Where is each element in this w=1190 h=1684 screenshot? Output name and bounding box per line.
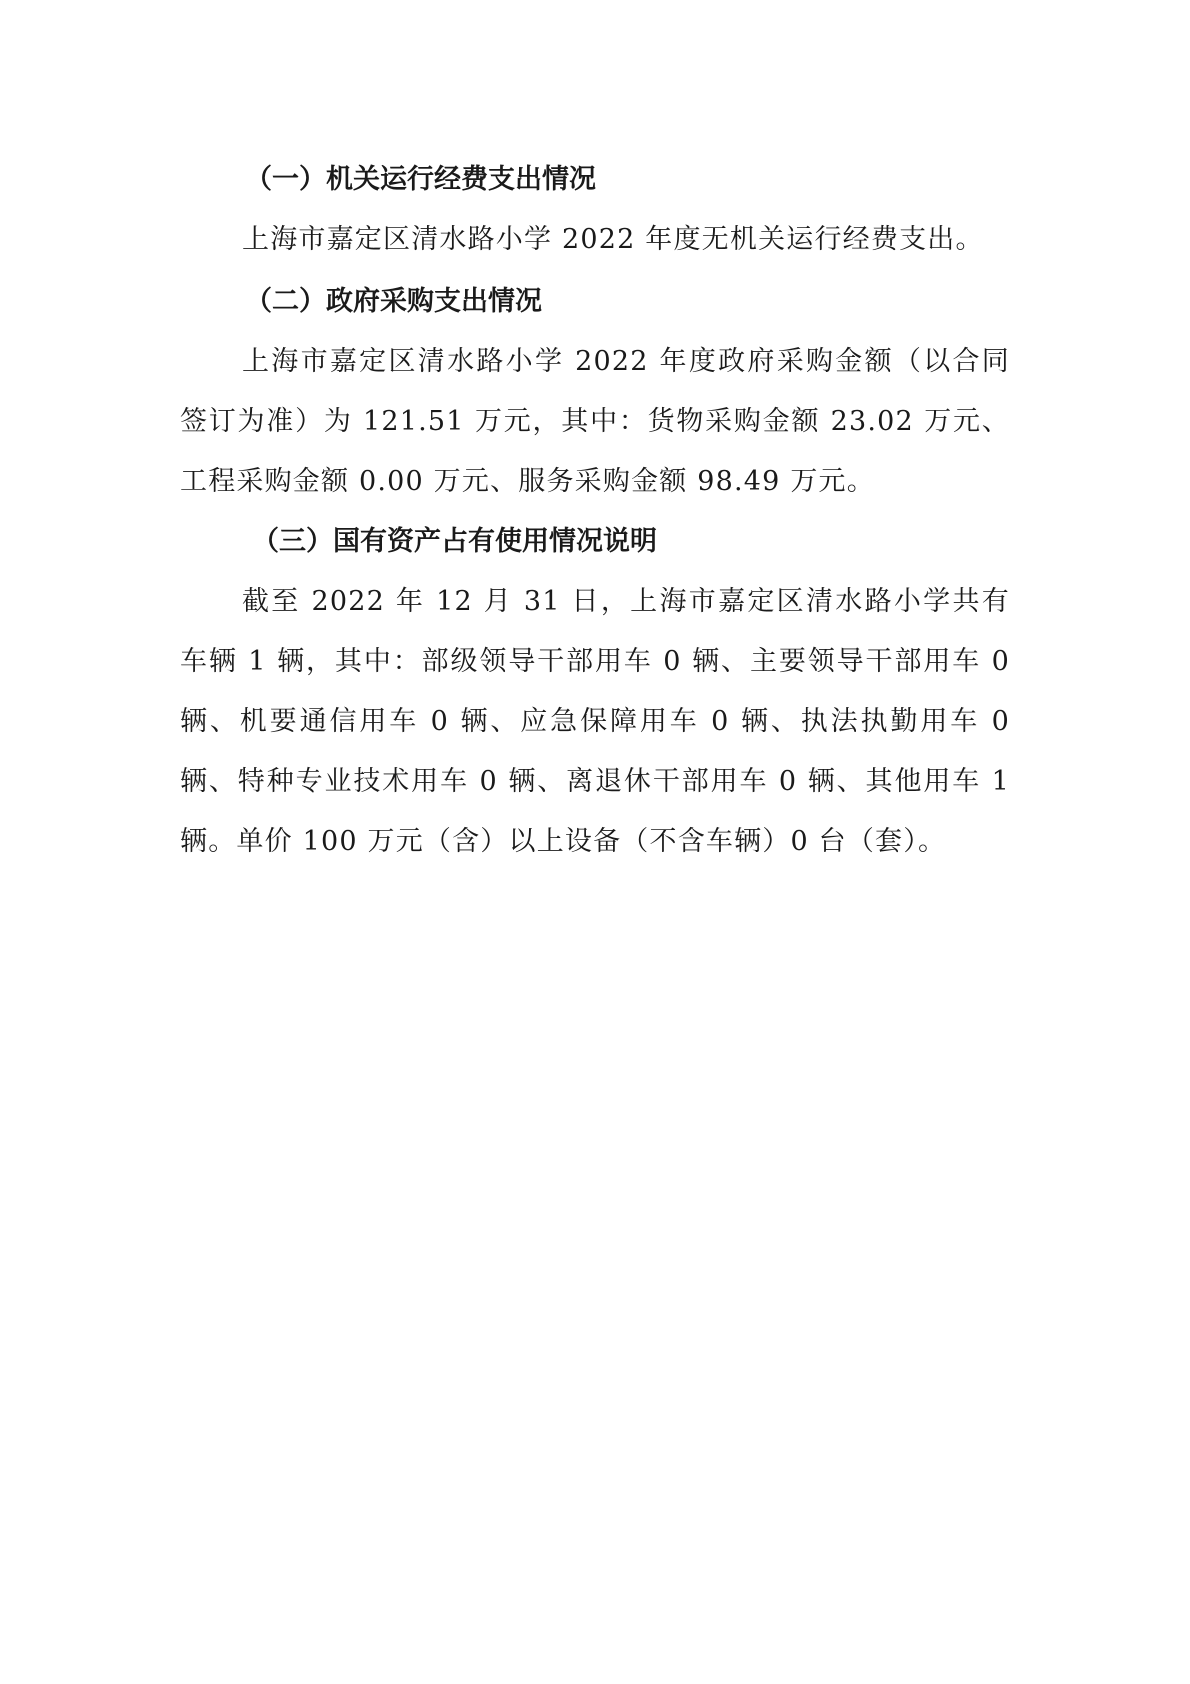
document-body (180, 150, 1010, 872)
section-paragraph-2: 上海市嘉定区清水路小学 2022 年度政府采购金额（以合同签订为准）为 121.51 万元，其中：货物采购金额 23.02 万元、工程采购金额 0.00 万元、服务采购金额 98.49 万元。 (180, 346, 1010, 497)
section-paragraph-1: 上海市嘉定区清水路小学 2022 年度无机关运行经费支出。 (242, 224, 984, 255)
section-paragraph-3: 截至 2022 年 12 月 31 日，上海市嘉定区清水路小学共有车辆 1 辆，其中：部级领导干部用车 0 辆、主要领导干部用车 0 辆、机要通信用车 0 辆、应急保障用车 0 辆、执法执勤用车 0 辆、特种专业技术用车 0 辆、离退休干部用车 0 辆、其他用车 1 辆。单价 100 万元（含）以上设备（不含车辆）0 台（套）。 (180, 586, 1010, 857)
section-heading-3: （三）国有资产占有使用情况说明 (252, 526, 657, 557)
section-heading-2: （二）政府采购支出情况 (245, 286, 542, 317)
section-heading-1: （一）机关运行经费支出情况 (245, 164, 596, 195)
